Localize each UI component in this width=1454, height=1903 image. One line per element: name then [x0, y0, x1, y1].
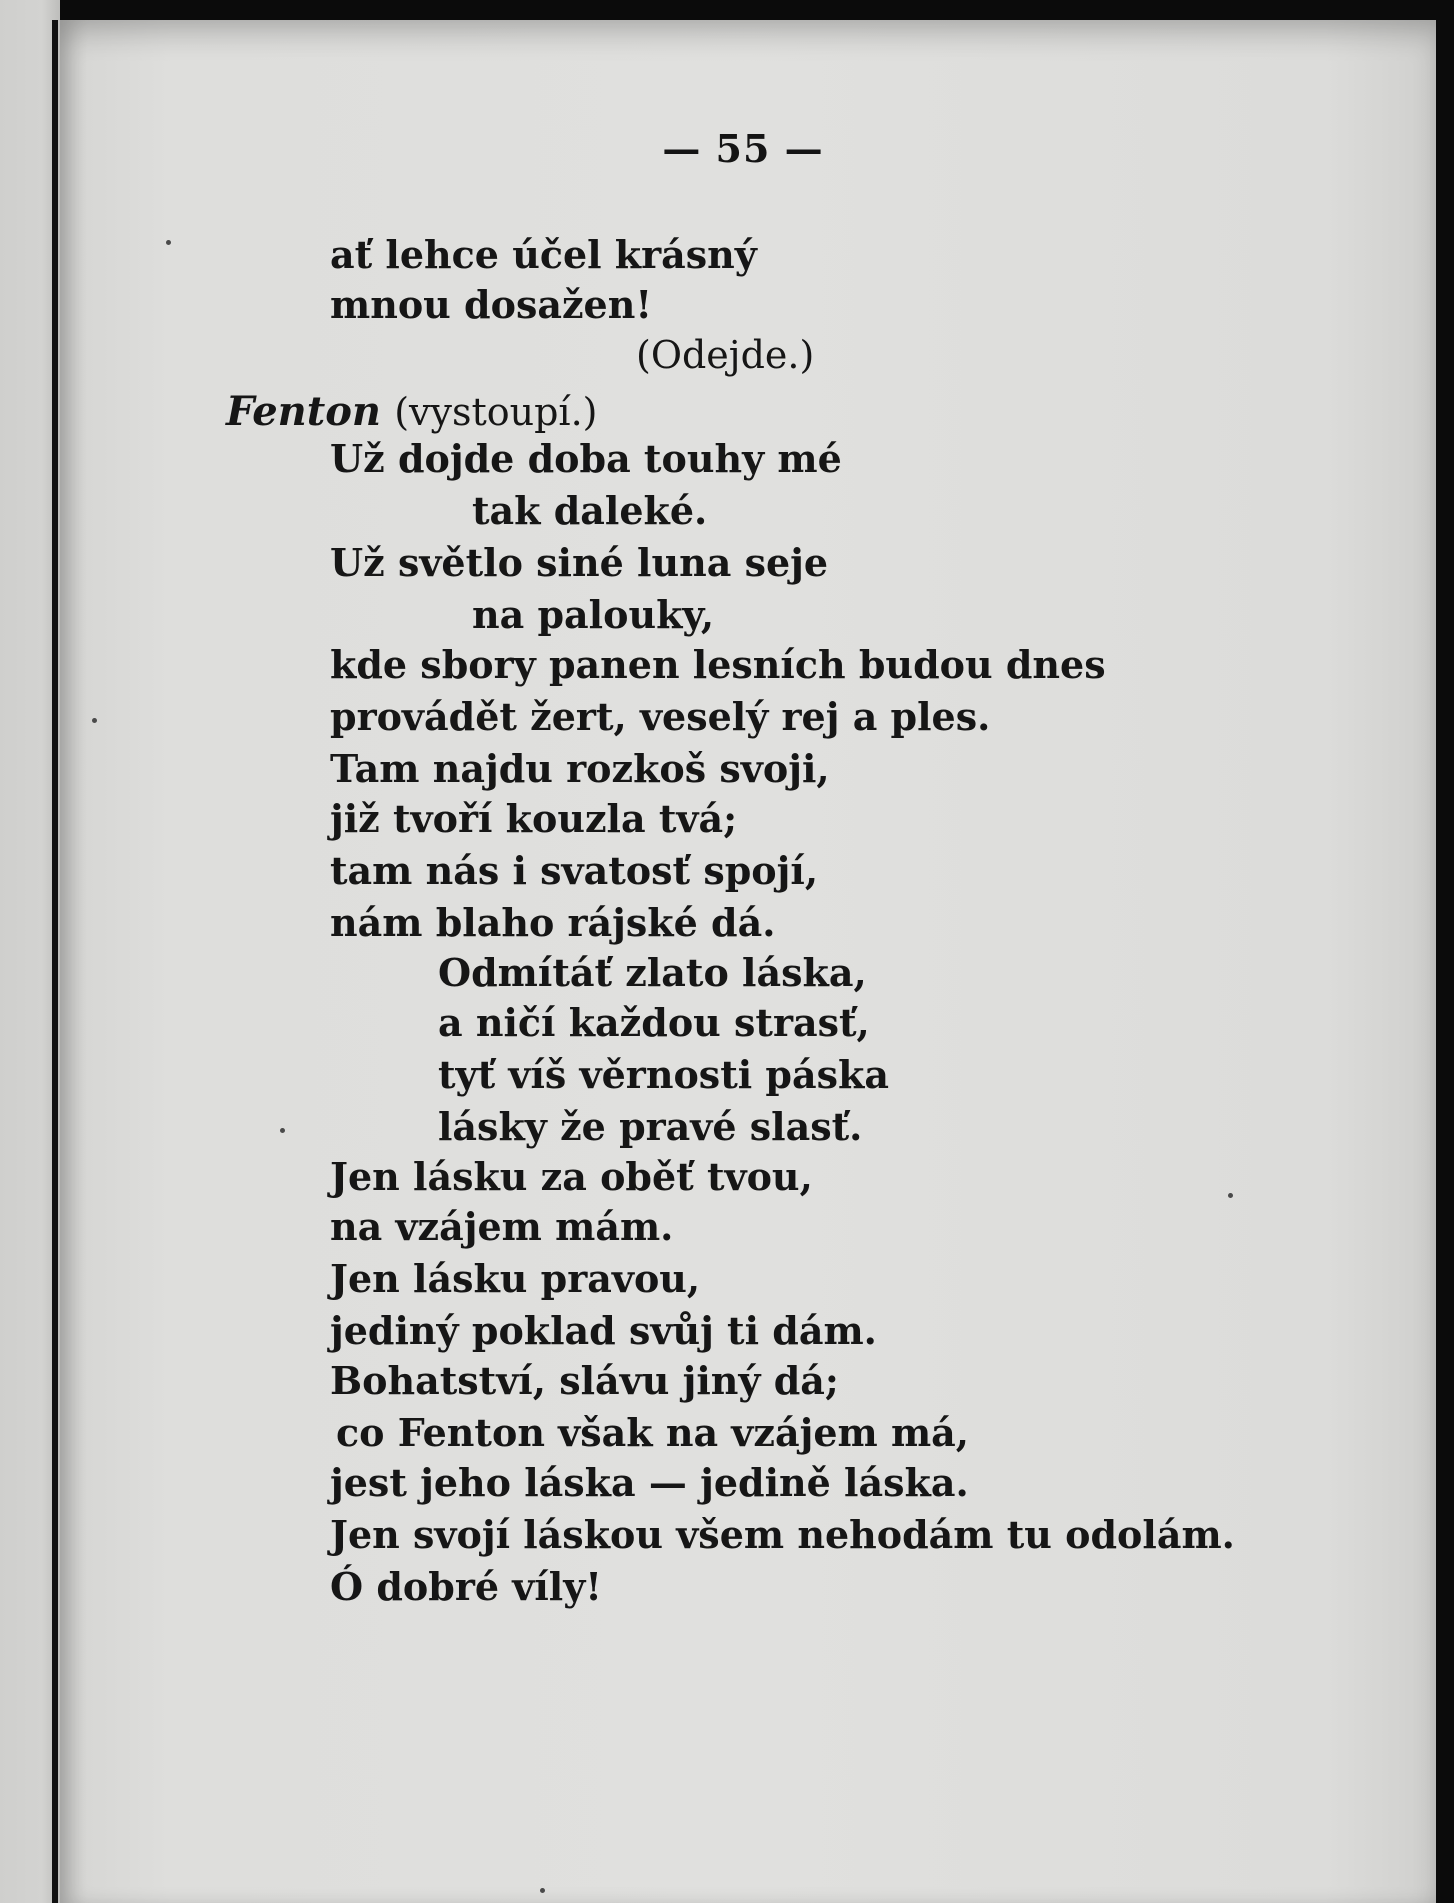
speaker-name: Fenton — [226, 388, 381, 435]
text-line — [330, 1256, 701, 1301]
line-text: Tam najdu rozkoš svoji, — [330, 746, 830, 791]
paper-speck — [166, 240, 171, 245]
line-text: na palouky, — [472, 592, 715, 637]
text-line — [472, 488, 708, 533]
line-text: tyť víš věrnosti páska — [438, 1052, 889, 1097]
text-line — [636, 333, 815, 377]
paper-speck — [540, 1888, 545, 1893]
paper-speck — [1228, 1193, 1233, 1198]
text-line — [330, 1308, 877, 1353]
line-text: Odmítáť zlato láska, — [438, 950, 867, 995]
line-text: Bohatství, slávu jiný dá; — [330, 1358, 839, 1403]
line-text: co Fenton však na vzájem má, — [336, 1410, 970, 1455]
paper-speck — [280, 1128, 285, 1133]
text-line — [330, 282, 653, 327]
text-line — [330, 540, 829, 585]
line-text: Ó dobré víly! — [330, 1564, 602, 1609]
stage-direction: (vystoupí.) — [394, 390, 598, 434]
line-text: provádět žert, veselý rej a ples. — [330, 694, 991, 739]
text-line — [330, 1460, 969, 1505]
line-text: tam nás i svatosť spojí, — [330, 848, 819, 893]
line-text: jest jeho láska — jedině láska. — [330, 1460, 969, 1505]
text-line — [330, 642, 1106, 687]
line-text: Jen lásku pravou, — [330, 1256, 701, 1301]
text-line — [438, 1000, 870, 1045]
text-line — [330, 436, 842, 481]
text-line — [330, 1154, 813, 1199]
text-line — [330, 694, 991, 739]
line-text: mnou dosažen! — [330, 282, 653, 327]
text-line — [438, 1104, 863, 1149]
text-line — [472, 592, 715, 637]
text-line — [330, 232, 757, 277]
line-text: lásky že pravé slasť. — [438, 1104, 863, 1149]
text-line — [330, 900, 776, 945]
paper-speck — [92, 718, 97, 723]
line-text: Jen svojí láskou všem nehodám tu odolám. — [330, 1512, 1235, 1557]
line-text: jediný poklad svůj ti dám. — [330, 1308, 877, 1353]
text-line — [330, 796, 738, 841]
line-text: Už dojde doba touhy mé — [330, 436, 842, 481]
line-text: nám blaho rájské dá. — [330, 900, 776, 945]
line-text: a ničí každou strasť, — [438, 1000, 870, 1045]
line-text: již tvoří kouzla tvá; — [330, 796, 738, 841]
line-text: Už světlo siné luna seje — [330, 540, 829, 585]
text-line — [330, 746, 830, 791]
line-text: ať lehce účel krásný — [330, 232, 757, 277]
text-line — [330, 848, 819, 893]
line-text: Jen lásku za oběť tvou, — [330, 1154, 813, 1199]
text-line — [226, 388, 598, 435]
line-text: kde sbory panen lesních budou dnes — [330, 642, 1106, 687]
line-text: (Odejde.) — [636, 333, 815, 377]
page-number: — 55 — — [662, 126, 824, 171]
text-line — [330, 1358, 839, 1403]
text-line — [330, 1512, 1235, 1557]
text-line — [438, 1052, 889, 1097]
line-text: na vzájem mám. — [330, 1204, 674, 1249]
line-text: tak daleké. — [472, 488, 708, 533]
text-line — [330, 1204, 674, 1249]
text-line — [438, 950, 867, 995]
text-line — [330, 1564, 602, 1609]
text-line — [336, 1410, 970, 1455]
